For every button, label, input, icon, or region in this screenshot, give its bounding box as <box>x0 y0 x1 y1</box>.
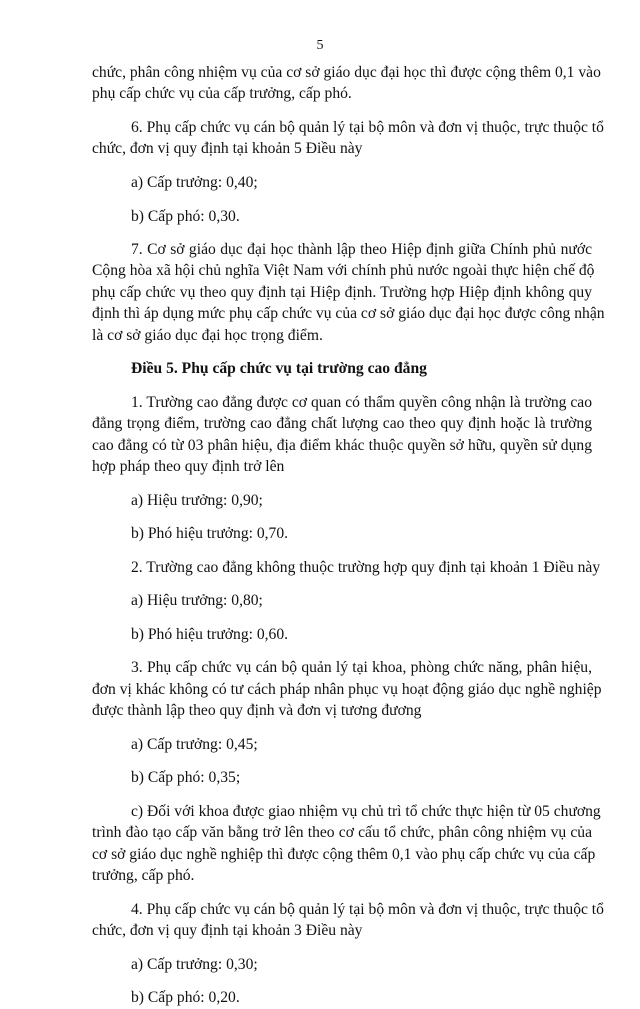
text-line: đẳng trọng điểm, trường cao đẳng chất lượng cao theo quy định hoặc là trường <box>92 415 592 433</box>
text-line: hợp pháp theo quy định trở lên <box>92 457 285 475</box>
paragraph <box>92 117 604 160</box>
paragraph <box>92 624 592 645</box>
text-line: là cơ sở giáo dục đại học trọng điểm. <box>92 326 323 344</box>
text-line: chức, đơn vị quy định tại khoản 3 Điều này <box>92 922 363 940</box>
text-line: a) Cấp trưởng: 0,45; <box>131 735 258 753</box>
text-line: a) Hiệu trưởng: 0,90; <box>131 491 263 509</box>
text-line: 6. Phụ cấp chức vụ cán bộ quản lý tại bộ môn và đơn vị thuộc, trực thuộc tổ <box>131 118 604 136</box>
paragraph <box>92 590 592 611</box>
text-line: Điều 5. Phụ cấp chức vụ tại trường cao đẳng <box>131 360 427 378</box>
text-line: b) Cấp phó: 0,30. <box>131 207 240 225</box>
paragraph <box>92 392 592 478</box>
paragraph <box>92 172 592 193</box>
text-line: chức, phân công nhiệm vụ của cơ sở giáo dục đại học thì được cộng thêm 0,1 vào <box>92 64 601 81</box>
text-line: 3. Phụ cấp chức vụ cán bộ quản lý tại khoa, phòng chức năng, phân hiệu, <box>131 659 592 677</box>
text-line: b) Phó hiệu trưởng: 0,60. <box>131 625 289 643</box>
text-line: b) Cấp phó: 0,20. <box>131 989 240 1007</box>
paragraph <box>92 657 602 721</box>
text-line: định thì áp dụng mức phụ cấp chức vụ của cơ sở giáo dục đại học được công nhận <box>92 305 605 323</box>
paragraph <box>92 801 601 887</box>
paragraph <box>92 206 592 227</box>
text-line: được thành lập theo quy định và đơn vị tương đương <box>92 702 422 720</box>
paragraph <box>92 490 592 511</box>
text-line: b) Cấp phó: 0,35; <box>131 769 241 787</box>
page-number: 5 <box>316 38 324 53</box>
paragraph <box>92 954 592 975</box>
text-line: phụ cấp chức vụ theo quy định tại Hiệp định. Trường hợp Hiệp định không quy <box>92 283 592 301</box>
text-line: a) Hiệu trưởng: 0,80; <box>131 592 263 610</box>
paragraph <box>92 62 601 105</box>
text-line: 1. Trường cao đẳng được cơ quan có thẩm quyền công nhận là trường cao <box>131 393 592 411</box>
text-line: b) Phó hiệu trưởng: 0,70. <box>131 525 289 543</box>
paragraph <box>92 557 601 578</box>
document-body <box>92 62 605 1009</box>
text-line: cao đẳng có từ 03 phân hiệu, địa điểm khác thuộc quyền sở hữu, quyền sử dụng <box>92 436 592 454</box>
paragraph <box>92 734 592 755</box>
text-line: 7. Cơ sở giáo dục đại học thành lập theo Hiệp định giữa Chính phủ nước <box>131 241 592 259</box>
text-line: phụ cấp chức vụ của cấp trưởng, cấp phó. <box>92 85 352 103</box>
paragraph <box>92 987 592 1008</box>
text-line: trình đào tạo cấp văn bằng trở lên theo cơ cấu tổ chức, phân công nhiệm vụ của <box>92 824 592 842</box>
text-line: 4. Phụ cấp chức vụ cán bộ quản lý tại bộ môn và đơn vị thuộc, trực thuộc tổ <box>131 900 604 918</box>
text-line: a) Cấp trưởng: 0,40; <box>131 173 258 191</box>
article-heading <box>92 358 592 379</box>
paragraph <box>92 899 604 942</box>
text-line: cơ sở giáo dục nghề nghiệp thì được cộng thêm 0,1 vào phụ cấp chức vụ của cấp <box>92 845 596 863</box>
paragraph <box>92 767 592 788</box>
text-line: chức, đơn vị quy định tại khoản 5 Điều này <box>92 140 363 158</box>
text-line: c) Đối với khoa được giao nhiệm vụ chủ trì tổ chức thực hiện từ 05 chương <box>131 802 601 820</box>
text-line: 2. Trường cao đẳng không thuộc trường hợp quy định tại khoản 1 Điều này <box>131 558 601 576</box>
text-line: Cộng hòa xã hội chủ nghĩa Việt Nam với chính phủ nước ngoài thực hiện chế độ <box>92 262 595 280</box>
paragraph <box>92 239 605 346</box>
text-line: đơn vị khác không có tư cách pháp nhân phục vụ hoạt động giáo dục nghề nghiệp <box>92 680 602 698</box>
text-line: a) Cấp trưởng: 0,30; <box>131 955 258 973</box>
paragraph <box>92 523 592 544</box>
text-line: trưởng, cấp phó. <box>92 867 195 885</box>
